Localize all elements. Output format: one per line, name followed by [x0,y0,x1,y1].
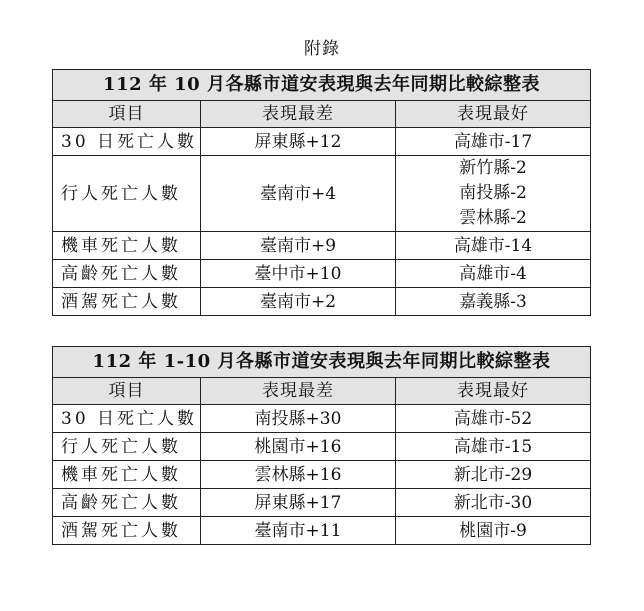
table-row [53,232,591,260]
table-row [53,517,591,545]
worst-performer-cell: 臺南市+9 [201,232,396,260]
best-performer-entry: 南投縣-2 [459,183,527,203]
summary-table-october [52,69,591,316]
best-performer-cell: 桃園市-9 [396,517,591,545]
table-row [53,128,591,156]
table-row [53,433,591,461]
best-performer-cell: 高雄市-4 [396,260,591,288]
table-row [53,260,591,288]
table-title: 112 年 10 月各縣市道安表現與去年同期比較綜整表 [53,70,591,101]
worst-performer-cell: 屏東縣+17 [201,489,396,517]
best-performer-cell: 高雄市-15 [396,433,591,461]
column-header-item: 項目 [53,101,201,128]
column-header-item: 項目 [53,378,201,405]
worst-performer-cell: 臺南市+11 [201,517,396,545]
column-header-best: 表現最好 [396,378,591,405]
best-performer-cell: 高雄市-17 [396,128,591,156]
row-item-label: 高齡死亡人數 [53,489,201,517]
row-item-label: 機車死亡人數 [53,461,201,489]
row-item-label: 行人死亡人數 [53,156,201,232]
worst-performer-cell: 臺南市+4 [201,156,396,232]
table-row [53,405,591,433]
row-item-label: 30 日死亡人數 [53,128,201,156]
worst-performer-cell: 南投縣+30 [201,405,396,433]
table-title: 112 年 1-10 月各縣市道安表現與去年同期比較綜整表 [53,347,591,378]
best-performer-entry: 新竹縣-2 [459,158,527,178]
appendix-heading: 附錄 [304,39,340,59]
row-item-label: 行人死亡人數 [53,433,201,461]
summary-table-jan-oct [52,346,591,545]
best-performer-cell [396,156,591,232]
worst-performer-cell: 臺中市+10 [201,260,396,288]
row-item-label: 高齡死亡人數 [53,260,201,288]
table-row [53,156,591,232]
row-item-label: 酒駕死亡人數 [53,517,201,545]
best-performer-cell: 高雄市-52 [396,405,591,433]
best-performer-cell: 高雄市-14 [396,232,591,260]
column-header-worst: 表現最差 [201,101,396,128]
table-row [53,489,591,517]
table-row [53,288,591,316]
best-performer-cell: 新北市-30 [396,489,591,517]
worst-performer-cell: 雲林縣+16 [201,461,396,489]
column-header-worst: 表現最差 [201,378,396,405]
worst-performer-cell: 桃園市+16 [201,433,396,461]
best-performer-entry: 雲林縣-2 [459,208,527,228]
header-row [53,378,591,405]
best-performer-cell: 新北市-29 [396,461,591,489]
row-item-label: 機車死亡人數 [53,232,201,260]
table-row [53,461,591,489]
row-item-label: 30 日死亡人數 [53,405,201,433]
column-header-best: 表現最好 [396,101,591,128]
header-row [53,101,591,128]
best-performer-cell: 嘉義縣-3 [396,288,591,316]
worst-performer-cell: 臺南市+2 [201,288,396,316]
worst-performer-cell: 屏東縣+12 [201,128,396,156]
row-item-label: 酒駕死亡人數 [53,288,201,316]
